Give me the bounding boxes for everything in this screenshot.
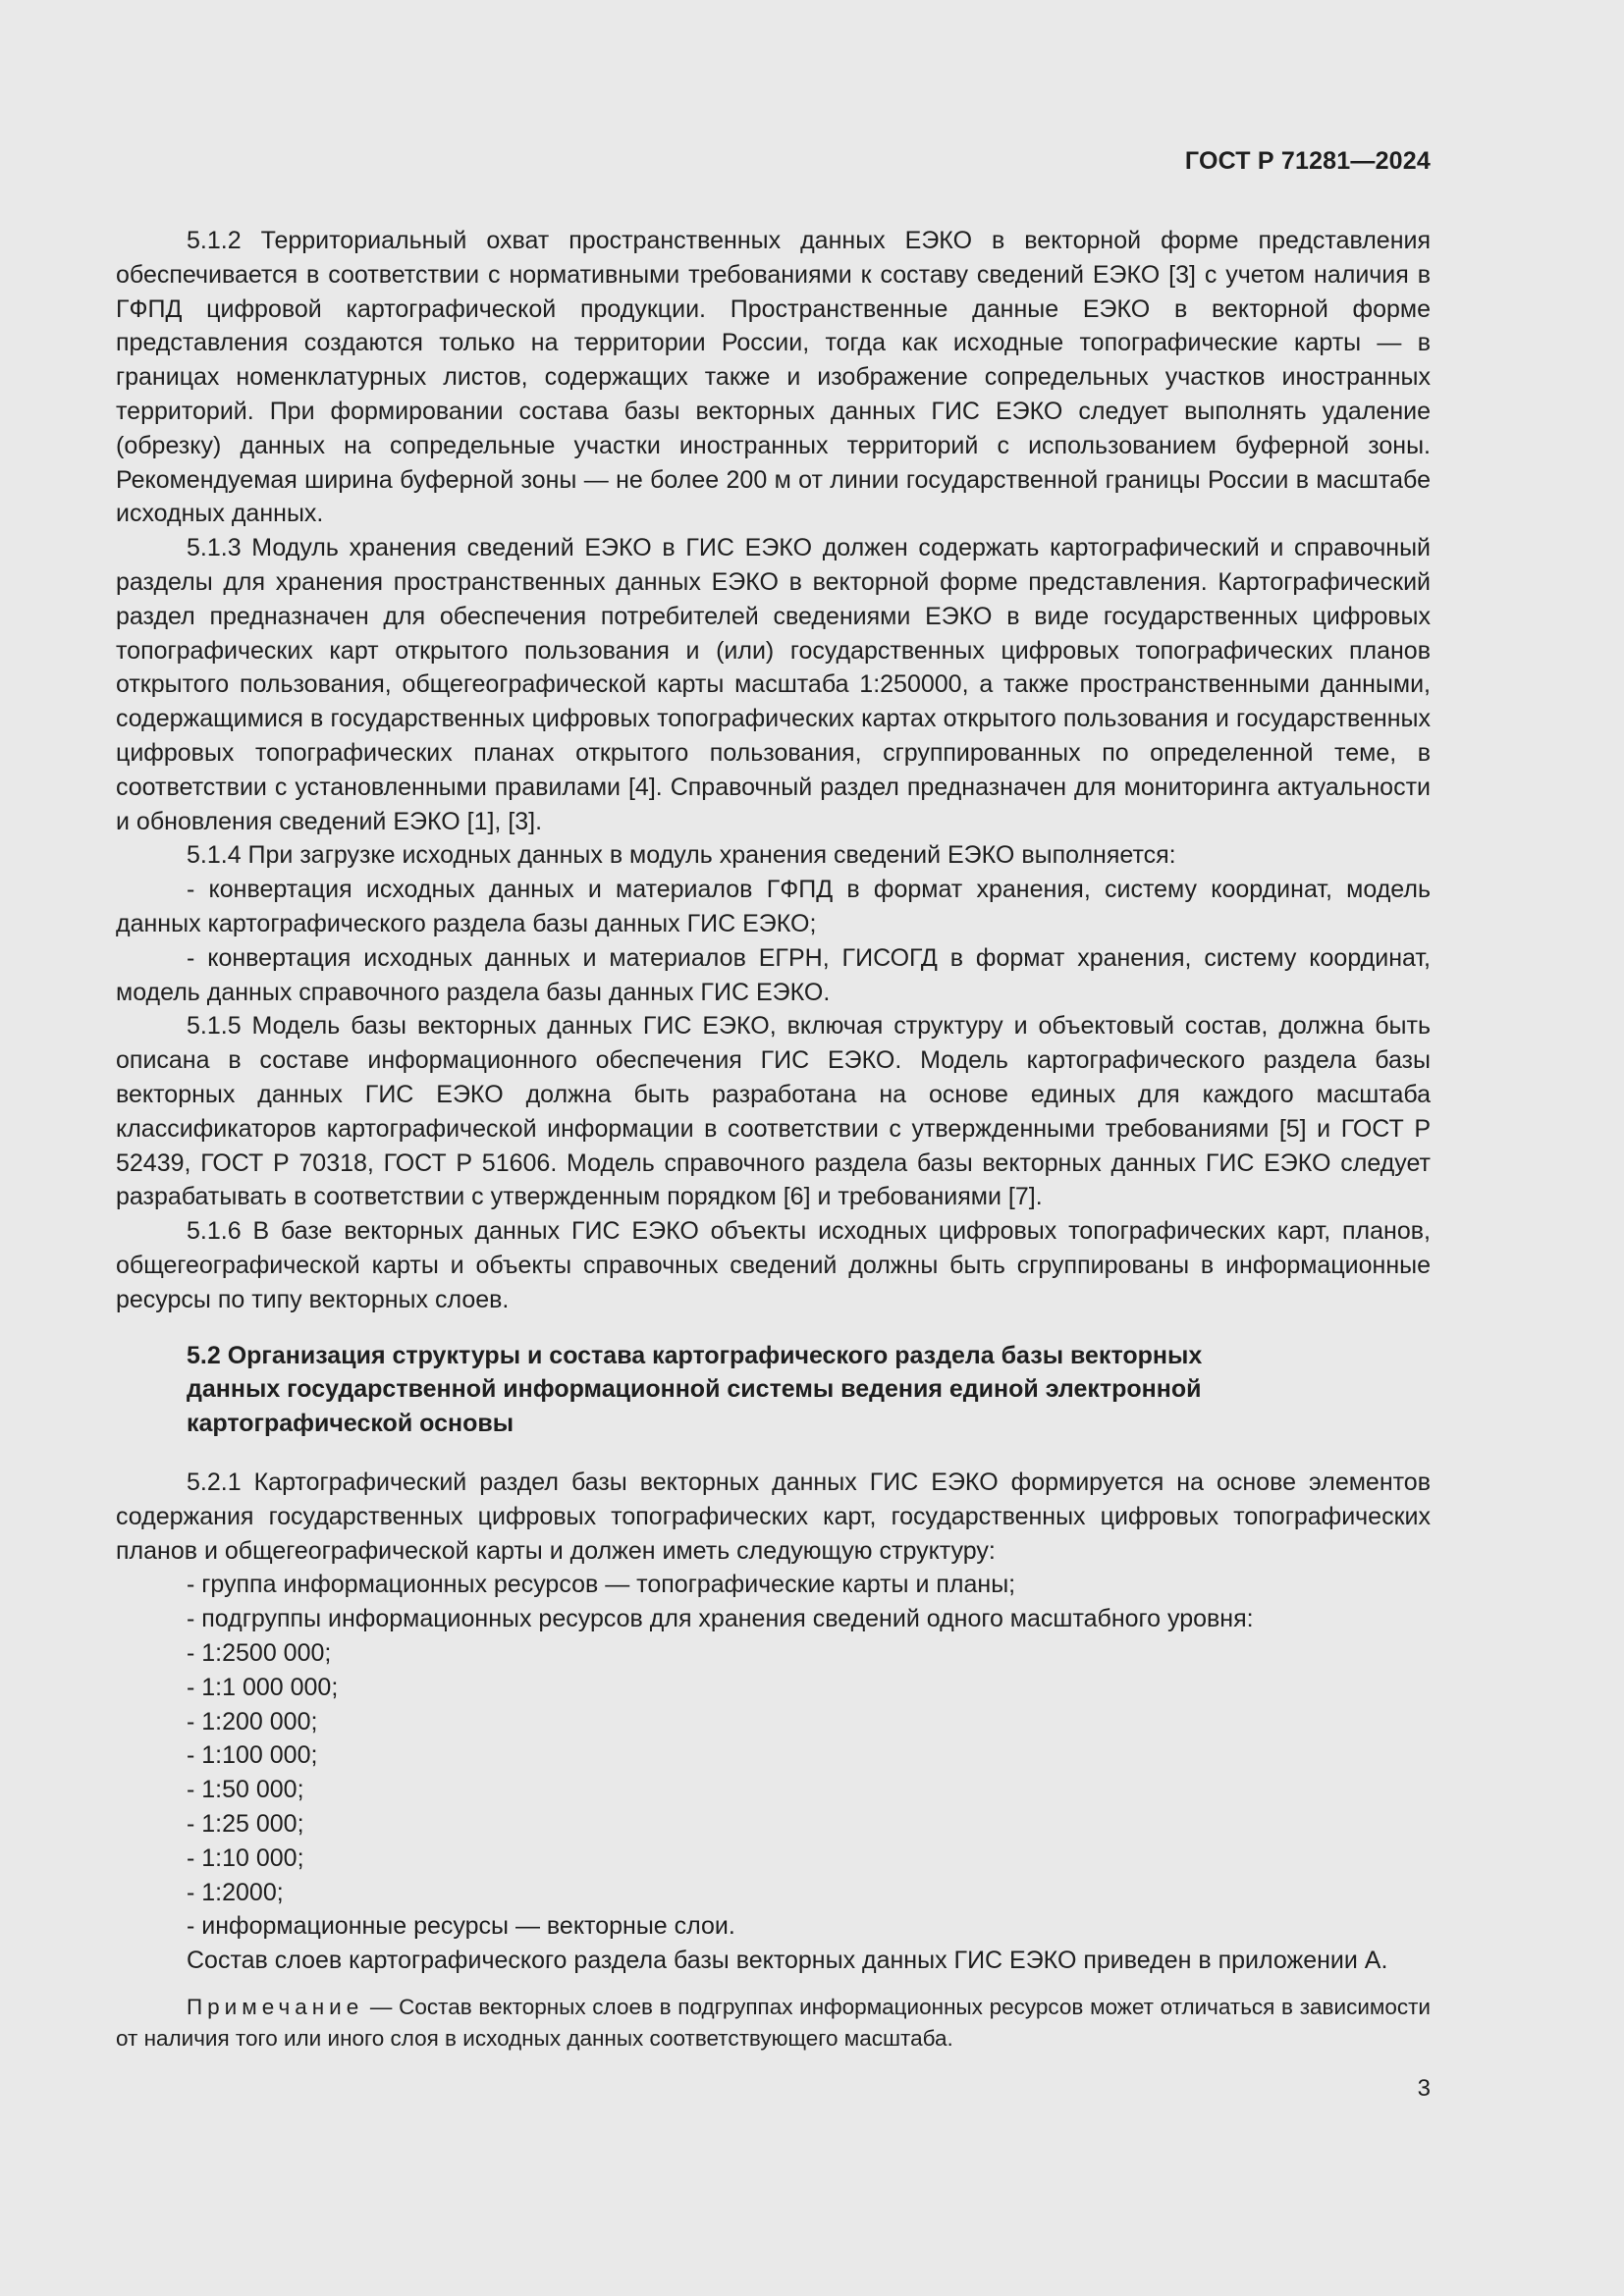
note-label: Примечание [187, 1994, 364, 2019]
section-heading-line: 5.2 Организация структуры и состава картографического раздела базы векторных [187, 1341, 1203, 1369]
paragraph-5-1-4: 5.1.4 При загрузке исходных данных в модуль хранения сведений ЕЭКО выполняется: [187, 841, 1176, 870]
section-heading-line: картографической основы [187, 1409, 514, 1437]
list-item: - 1:100 000; [187, 1741, 318, 1770]
section-heading-line: данных государственной информационной системы ведения единой электронной [187, 1375, 1202, 1403]
list-item: - группа информационных ресурсов — топографические карты и планы; [187, 1571, 1016, 1599]
page-number: 3 [1417, 2075, 1431, 2102]
paragraph-composition: Состав слоев картографического раздела базы векторных данных ГИС ЕЭКО приведен в приложении А. [187, 1947, 1388, 1975]
section-heading-5-2 [116, 1339, 1431, 1441]
paragraph-5-1-3: 5.1.3 Модуль хранения сведений ЕЭКО в ГИС ЕЭКО должен содержать картографический и справочный разделы для хранения пространственных данных ЕЭКО в векторной форме представления. Картографический раздел предназначен для обеспечения потребителей сведениями ЕЭКО в виде государственных цифровых топографических карт открытого пользования и (или) государственных цифровых топографических планов открытого пользования, общегеографической карты масштаба 1:250000, а также пространственными данными, содержащимися в государственных цифровых топографических картах открытого пользования и государственных цифровых топографических планах открытого пользования, сгруппированных по определенной теме, в соответствии с установленными правилами [4]. Справочный раздел предназначен для мониторинга актуальности и обновления сведений ЕЭКО [1], [3]. [116, 534, 1431, 835]
list-item: - 1:2000; [187, 1878, 284, 1906]
page-body [116, 224, 1431, 2055]
note [116, 1992, 1431, 2055]
list-item: - 1:25 000; [187, 1809, 304, 1838]
paragraph-5-1-5: 5.1.5 Модель базы векторных данных ГИС ЕЭКО, включая структуру и объектовый состав, должна быть описана в составе информационного обеспечения ГИС ЕЭКО. Модель картографического раздела базы векторных данных ГИС ЕЭКО должна быть разработана на основе единых для каждого масштаба классификаторов картографической информации в соответствии с утвержденными требованиями [5] и ГОСТ Р 52439, ГОСТ Р 70318, ГОСТ Р 51606. Модель справочного раздела базы векторных данных ГИС ЕЭКО следует разрабатывать в соответствии с утвержденным порядком [6] и требованиями [7]. [116, 1012, 1431, 1211]
list-item: - 1:2500 000; [187, 1638, 332, 1667]
list-item: - 1:50 000; [187, 1776, 304, 1804]
list-item: - 1:10 000; [187, 1843, 304, 1872]
paragraph-5-1-6: 5.1.6 В базе векторных данных ГИС ЕЭКО объекты исходных цифровых топографических карт, планов, общегеографической карты и объекты справочных сведений должны быть сгруппированы в информационные ресурсы по типу векторных слоев. [116, 1217, 1431, 1313]
standard-designation: ГОСТ Р 71281—2024 [1184, 147, 1431, 175]
list-item: - конвертация исходных данных и материалов ЕГРН, ГИСОГД в формат хранения, систему координат, модель данных справочного раздела базы данных ГИС ЕЭКО. [116, 943, 1431, 1006]
list-item: - подгруппы информационных ресурсов для хранения сведений одного масштабного уровня: [187, 1605, 1254, 1633]
list-item: - информационные ресурсы — векторные слои. [187, 1912, 735, 1941]
paragraph-5-2-1: 5.2.1 Картографический раздел базы векторных данных ГИС ЕЭКО формируется на основе элементов содержания государственных цифровых топографических карт, государственных цифровых топографических планов и общегеографической карты и должен иметь следующую структуру: [116, 1468, 1431, 1565]
list-item: - 1:200 000; [187, 1707, 318, 1735]
paragraph-5-1-2: 5.1.2 Территориальный охват пространственных данных ЕЭКО в векторной форме представления обеспечивается в соответствии с нормативными требованиями к составу сведений ЕЭКО [3] с учетом наличия в ГФПД цифровой картографической продукции. Пространственные данные ЕЭКО в векторной форме представления создаются только на территории России, тогда как исходные топографические карты — в границах номенклатурных листов, содержащих также и изображение сопредельных участков иностранных территорий. При формировании состава базы векторных данных ГИС ЕЭКО следует выполнять удаление (обрезку) данных на сопредельные участки иностранных территорий с использованием буферной зоны. Рекомендуемая ширина буферной зоны — не более 200 м от линии государственной границы России в масштабе исходных данных. [116, 227, 1431, 528]
note-text: — Состав векторных слоев в подгруппах информационных ресурсов может отличаться в зависимости от наличия того или иного слоя в исходных данных соответствующего масштаба. [116, 1994, 1431, 2051]
list-item: - конвертация исходных данных и материалов ГФПД в формат хранения, систему координат, модель данных картографического раздела базы данных ГИС ЕЭКО; [116, 876, 1431, 937]
list-item: - 1:1 000 000; [187, 1673, 339, 1701]
